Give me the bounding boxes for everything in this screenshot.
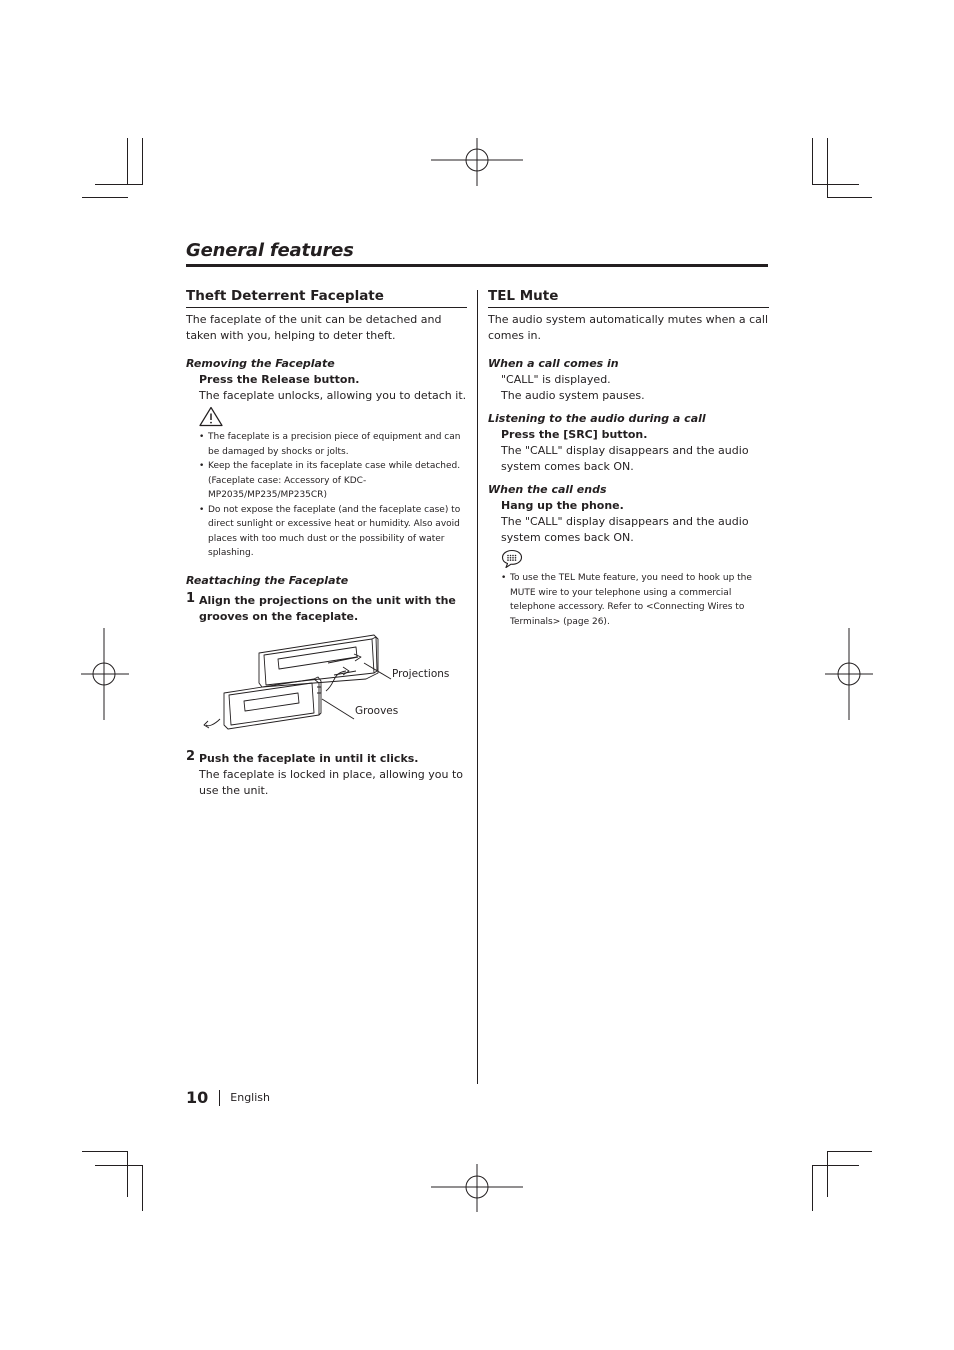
tel-mute-intro: The audio system automatically mutes when a call comes in. — [488, 313, 769, 342]
title-rule — [186, 264, 768, 267]
crop-mark — [827, 197, 872, 198]
crop-mark — [812, 184, 859, 185]
crop-mark — [827, 138, 828, 198]
section-heading-tel-mute: TEL Mute — [488, 287, 769, 308]
crop-mark — [82, 1151, 128, 1152]
crop-mark — [812, 138, 813, 185]
list-item: • To use the TEL Mute feature, you need to hook up the MUTE wire to your telephone using a commercial telephone accessory. Refer to <Connecting Wires to Terminals> (page 26). — [510, 571, 769, 629]
crop-mark — [95, 1165, 142, 1166]
left-column — [186, 287, 467, 799]
crop-mark — [827, 1151, 872, 1152]
page-number: 10 — [186, 1088, 209, 1107]
crop-mark — [95, 184, 142, 185]
footer-separator — [219, 1090, 220, 1106]
step-1-text: Align the projections on the unit with the grooves on the faceplate. — [199, 593, 456, 623]
crop-mark — [142, 138, 143, 185]
registration-mark-icon — [825, 628, 873, 720]
call-in-line-2: The audio system pauses. — [501, 389, 645, 402]
removing-result: The faceplate unlocks, allowing you to detach it. — [199, 389, 467, 402]
list-item: • Do not expose the faceplate (and the faceplate case) to direct sunlight or excessive heat or humidity. Also avoid places with too much dust or the possibility of water splashing. — [208, 503, 467, 561]
subheading-reattaching: Reattaching the Faceplate — [186, 573, 349, 587]
call-in-line-1: "CALL" is displayed. — [501, 373, 611, 386]
call-end-action: Hang up the phone. — [501, 499, 624, 512]
crop-mark — [827, 1151, 828, 1197]
projections-label: Projections — [392, 667, 450, 680]
removing-notes-list — [186, 430, 467, 561]
registration-mark-icon — [431, 138, 523, 186]
subheading-listening: Listening to the audio during a call — [488, 412, 706, 425]
call-end-result: The "CALL" display disappears and the audio system comes back ON. — [501, 515, 749, 544]
list-item: • Keep the faceplate in its faceplate case while detached. (Faceplate case: Accessory of KDC-MP2035/MP235/MP235CR) — [208, 459, 467, 503]
page-title: General features — [186, 240, 354, 261]
subheading-call-end: When the call ends — [488, 483, 607, 496]
warning-triangle-icon — [199, 406, 223, 427]
grooves-label: Grooves — [355, 704, 399, 717]
step-2-text: Push the faceplate in until it clicks. — [199, 751, 419, 765]
crop-mark — [812, 1165, 813, 1211]
subheading-removing: Removing the Faceplate — [186, 357, 335, 370]
subheading-call-in: When a call comes in — [488, 357, 619, 370]
faceplate-illustration — [186, 633, 467, 741]
step-2-result: The faceplate is locked in place, allowing you to use the unit. — [199, 767, 464, 797]
crop-mark — [142, 1165, 143, 1211]
page-footer — [186, 1088, 270, 1107]
speech-bubble-note-icon — [501, 549, 523, 569]
listening-result: The "CALL" display disappears and the audio system comes back ON. — [501, 444, 749, 473]
intro-text: The faceplate of the unit can be detached and taken with you, helping to deter theft. — [186, 313, 442, 342]
note-icon-row — [488, 549, 769, 571]
faceplate-figure — [186, 633, 467, 741]
removing-action: Press the Release button. — [199, 373, 360, 386]
right-column — [488, 287, 769, 629]
tel-mute-notes-list — [488, 571, 769, 629]
step-2 — [186, 748, 467, 767]
registration-mark-icon — [431, 1164, 523, 1212]
crop-mark — [127, 138, 128, 185]
list-item: • The faceplate is a precision piece of equipment and can be damaged by shocks or jolts. — [208, 430, 467, 459]
listening-action: Press the [SRC] button. — [501, 428, 648, 441]
step-1 — [186, 590, 467, 625]
section-heading-theft-deterrent: Theft Deterrent Faceplate — [186, 287, 467, 308]
crop-mark — [127, 1151, 128, 1197]
crop-mark — [812, 1165, 859, 1166]
crop-mark — [82, 197, 128, 198]
column-divider — [477, 290, 478, 1084]
step-number: 1 — [186, 590, 196, 606]
step-number: 2 — [186, 748, 196, 764]
registration-mark-icon — [81, 628, 129, 720]
footer-language: English — [230, 1091, 270, 1104]
warning-icon-row — [186, 406, 467, 428]
